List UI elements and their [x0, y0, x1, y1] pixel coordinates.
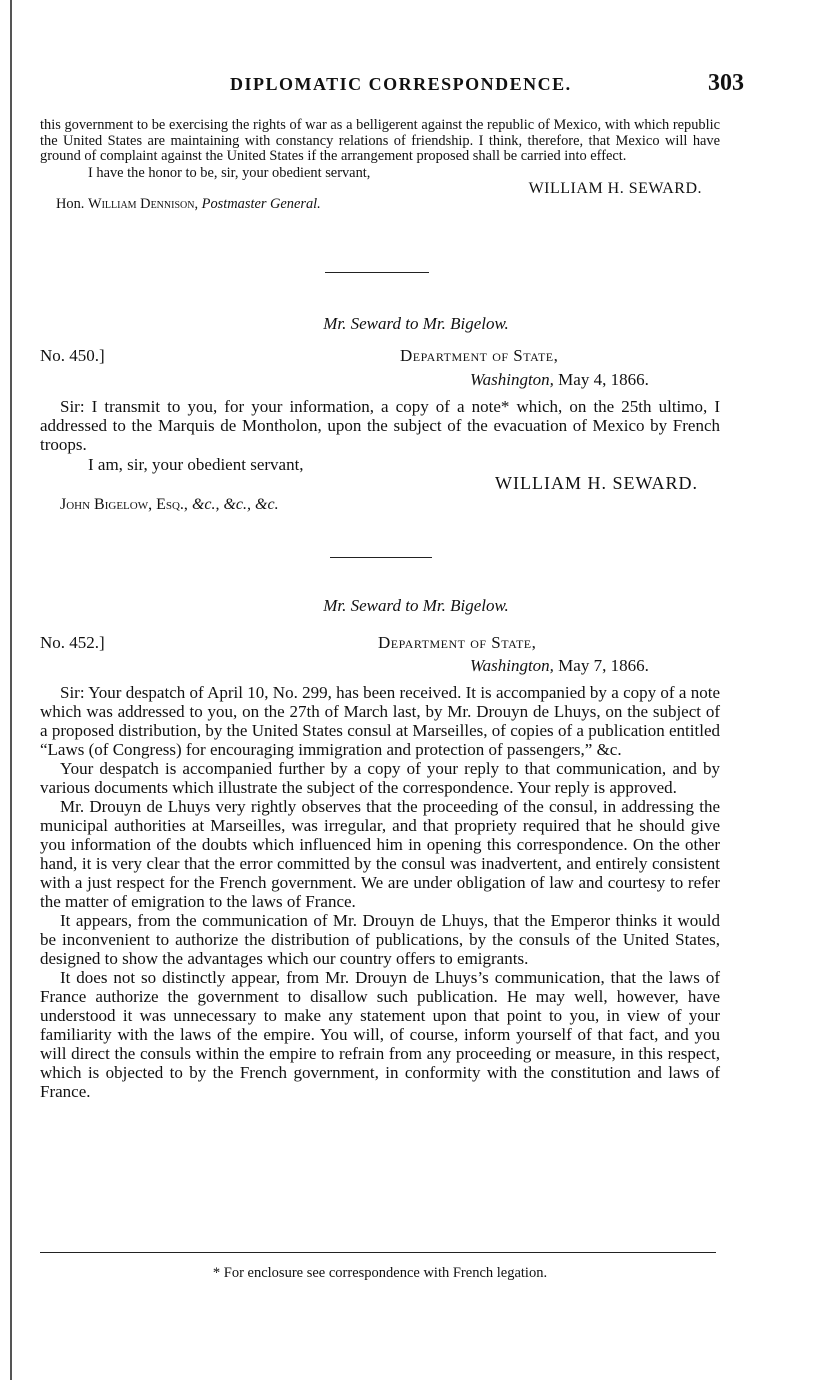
page-binding-edge: [10, 0, 12, 1380]
addressee-prefix: Hon.: [56, 195, 85, 212]
addressee-name: William Dennison,: [88, 195, 199, 212]
second-letter-body: [40, 397, 720, 514]
section-divider: [330, 557, 432, 558]
footnote-rule: [40, 1252, 716, 1253]
section-divider: [325, 272, 429, 273]
addressee-etc: &c., &c., &c.: [191, 496, 279, 513]
letter-number: No. 450.]: [40, 346, 105, 365]
first-letter-signature: WILLIAM H. SEWARD.: [528, 180, 702, 197]
third-letter-paragraph: Mr. Drouyn de Lhuys very rightly observes that the proceeding of the consul, in addressing the municipal authorities at Marseilles, was irregular, and that propriety required that he should give you information of the doubts which influenced him in opening this correspondence. On the other hand, it is very clear that the error committed by the consul was inadvertent, and entirely consistent with a just respect for the French government. We are under obligation of law and courtesy to refer the matter of emigration to the laws of France.: [40, 797, 720, 911]
letter-department: Department of State,: [378, 633, 537, 652]
letter-place: Washington,: [470, 656, 554, 675]
letter-place: Washington,: [470, 370, 554, 389]
letter-date: May 7, 1866.: [558, 656, 649, 675]
first-letter-addressee: [40, 197, 720, 213]
page-header: [40, 70, 744, 100]
letter-dateline: [470, 656, 649, 676]
second-letter-closing: I am, sir, your obedient servant,: [88, 455, 304, 474]
letter-date: May 4, 1866.: [558, 370, 649, 389]
running-head: DIPLOMATIC CORRESPONDENCE.: [230, 74, 572, 94]
third-letter-paragraph: It does not so distinctly appear, from Mr. Drouyn de Lhuys’s communication, that the laws of France authorize the government to disallow such publication. He may well, however, have understood it was unnecessary to make any statement upon that point to you, in view of your familiarity with the laws of the empire. You will, of course, inform yourself of that fact, and you will direct the consuls within the empire to refrain from any proceeding or measure, in this respect, which is objected to by the French government, in conformity with the constitution and laws of France.: [40, 968, 720, 1101]
third-letter-paragraph: Sir: Your despatch of April 10, No. 299, has been received. It is accompanied by a copy of a note which was addressed to you, on the 27th of March last, by Mr. Drouyn de Lhuys, on the subject of a proposed distribution, by the United States consul at Marseilles, of copies of a publication entitled “Laws (of Congress) for encouraging immigration and protection of passengers,” &c.: [40, 683, 720, 759]
footnote: * For enclosure see correspondence with French legation.: [212, 1265, 548, 1281]
second-letter-paragraph: Sir: I transmit to you, for your information, a copy of a note* which, on the 25th ultimo, I addressed to the Marquis de Montholon, upon the subject of the evacuation of Mexico by French troops.: [40, 397, 720, 454]
first-letter-closing: I have the honor to be, sir, your obedient servant,: [88, 164, 371, 181]
addressee-name: John Bigelow, Esq.,: [60, 496, 188, 513]
second-letter-addressee: [40, 495, 720, 514]
letter-dateline: [470, 370, 649, 390]
letter-department: Department of State,: [400, 346, 559, 365]
first-letter-continuation: [40, 118, 720, 212]
third-letter-paragraph: It appears, from the communication of Mr. Drouyn de Lhuys, that the Emperor thinks it would be inconvenient to authorize the distribution of publications, by the consuls of the United States, designed to show the advantages which our country offers to emigrants.: [40, 911, 720, 968]
letter-number: No. 452.]: [40, 633, 105, 652]
letter-title: Mr. Seward to Mr. Bigelow.: [323, 314, 509, 333]
addressee-title: Postmaster General.: [201, 195, 321, 212]
second-letter-signature: WILLIAM H. SEWARD.: [495, 473, 698, 493]
third-letter-body: [40, 683, 720, 1101]
page-number: 303: [708, 70, 744, 96]
first-letter-text: this government to be exercising the rights of war as a belligerent against the republic of Mexico, with which republic the United States are maintaining with constancy relations of friendship. I think, therefore, that Mexico will have ground of complaint against the United States if the arrangement proposed shall be carried into effect.: [40, 117, 720, 164]
letter-title: Mr. Seward to Mr. Bigelow.: [323, 596, 509, 615]
third-letter-paragraph: Your despatch is accompanied further by a copy of your reply to that communication, and by various documents which illustrate the subject of the correspondence. Your reply is approved.: [40, 759, 720, 797]
